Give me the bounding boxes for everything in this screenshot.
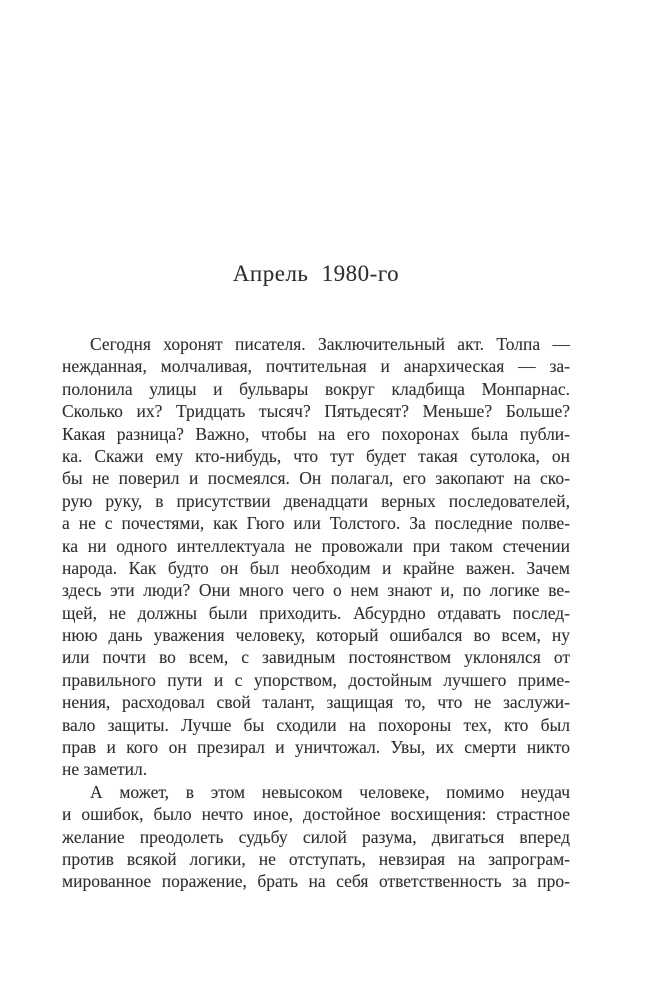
text-line: рую руку, в присутствии двенадцати верных последователей, — [62, 490, 570, 511]
text-line: полонила улицы и бульвары вокруг кладбища Монпарнас. — [62, 378, 570, 399]
text-line: Какая разница? Важно, чтобы на его похоронах была публи- — [62, 423, 570, 444]
text-line: ка ни одного интеллектуала не провожали при таком стечении — [62, 535, 570, 556]
text-line: мированное поражение, брать на себя ответственность за про- — [62, 871, 570, 892]
text-line: Сколько их? Тридцать тысяч? Пятьдесят? Меньше? Больше? — [62, 401, 570, 422]
text-line: ка. Скажи ему кто-нибудь, что тут будет такая сутолока, он — [62, 445, 570, 466]
text-line: нения, расходовал свой талант, защищая то, что не заслужи- — [62, 692, 570, 713]
text-line: здесь эти люди? Они много чего о нем знают и, по логике ве- — [62, 580, 570, 601]
chapter-title: Апрель 1980-го — [232, 261, 400, 286]
text-line: бы не поверил и посмеялся. Он полагал, его закопают на ско- — [62, 468, 570, 489]
text-line: прав и кого он презирал и уничтожал. Увы, их смерти никто — [62, 737, 570, 758]
text-line: вало защиты. Лучше бы сходили на похороны тех, кто был — [62, 714, 570, 735]
text-line: а не с почестями, как Гюго или Толстого. За последние полве- — [62, 513, 570, 534]
text-line: желание преодолеть судьбу силой разума, двигаться вперед — [62, 826, 570, 847]
text-line: А может, в этом невысоком человеке, помимо неудач — [90, 781, 570, 802]
text-line: народа. Как будто он был необходим и крайне важен. Зачем — [62, 557, 570, 578]
text-line: щей, не должны были приходить. Абсурдно отдавать послед- — [62, 602, 570, 623]
text-line: нюю дань уважения человеку, который ошибался во всем, ну — [62, 625, 570, 646]
text-line: и ошибок, было нечто иное, достойное восхищения: страстное — [62, 804, 570, 825]
text-line: Сегодня хоронят писателя. Заключительный акт. Толпа — — [90, 334, 570, 354]
text-line: не заметил. — [62, 759, 148, 780]
text-line: правильного пути и с упорством, достойным лучшего приме- — [62, 669, 570, 690]
body-text — [62, 333, 570, 893]
text-line: или почти во всем, с завидным постоянством уклонялся от — [62, 647, 570, 668]
text-line: против всякой логики, не отступать, невзирая на запрограм- — [62, 848, 570, 869]
text-line: нежданная, молчаливая, почтительная и анархическая — за- — [62, 356, 570, 377]
